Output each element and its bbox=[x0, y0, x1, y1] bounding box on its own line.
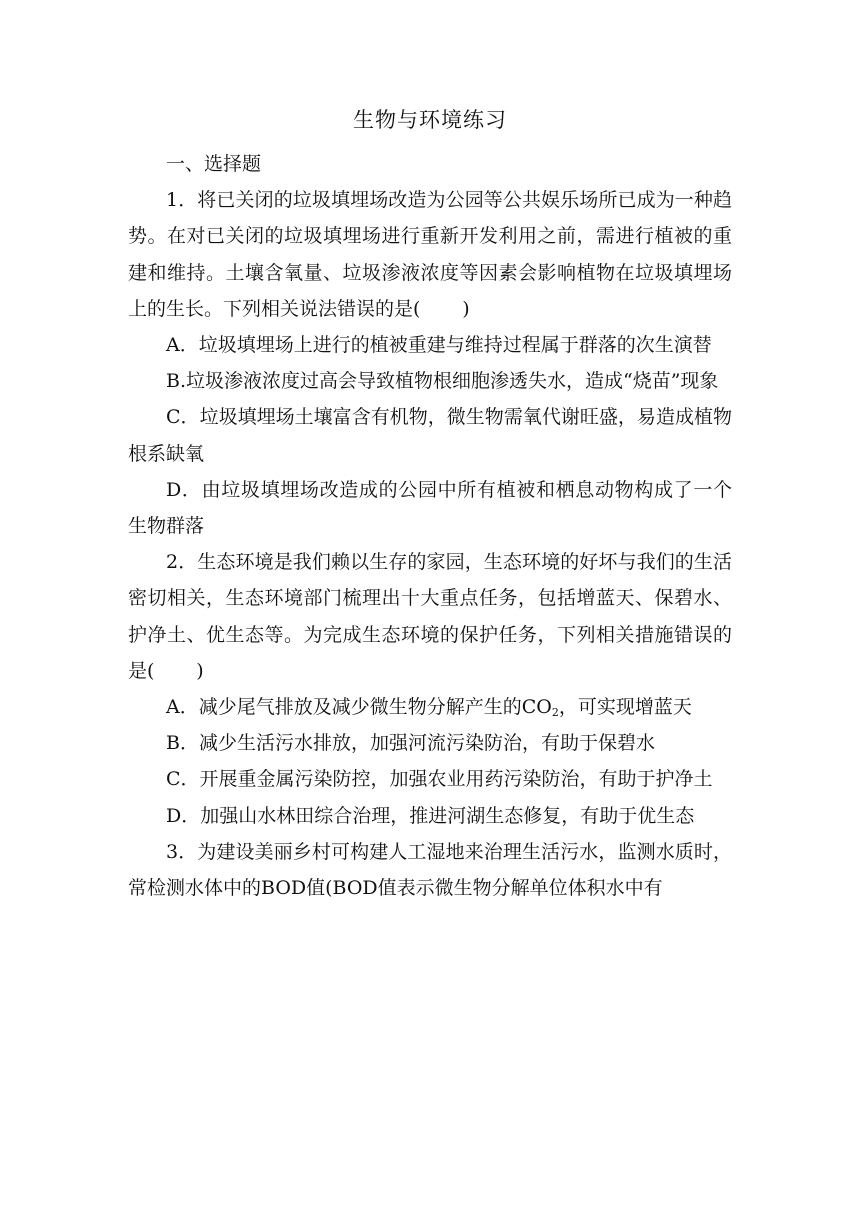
question-1-option-d: D．由垃圾填埋场改造成的公园中所有植被和栖息动物构成了一个生物群落 bbox=[128, 478, 732, 538]
question-1-option-c: C．垃圾填埋场土壤富含有机物，微生物需氧代谢旺盛，易造成植物根系缺氧 bbox=[128, 406, 732, 465]
question-3-stem: 为建设美丽乡村可构建人工湿地来治理生活污水，监测水质时，常检测水体中的BOD值(BOD值表示微生物分解单位体积水中有 bbox=[128, 840, 732, 900]
document-title: 生物与环境练习 bbox=[353, 108, 507, 132]
question-2-option-a-suffix: ，可实现增蓝天 bbox=[558, 696, 692, 719]
question-2-option-a-prefix: A．减少尾气排放及减少微生物分解产生的CO bbox=[166, 696, 552, 719]
section-heading: 一、选择题 bbox=[166, 153, 262, 175]
question-2-option-d: D．加强山水林田综合治理，推进河湖生态修复，有助于优生态 bbox=[166, 804, 695, 827]
co2-subscript: 2 bbox=[551, 706, 559, 720]
question-1-number: 1． bbox=[166, 189, 198, 212]
question-1-option-b: B.垃圾渗液浓度过高会导致植物根细胞渗透失水，造成“烧苗”现象 bbox=[166, 370, 719, 393]
question-3 bbox=[128, 834, 732, 906]
question-2-option-a bbox=[128, 689, 732, 725]
document-body bbox=[128, 146, 732, 906]
question-1-stem-end: ) bbox=[462, 297, 470, 320]
question-1-option-a: A．垃圾填埋场上进行的植被重建与维持过程属于群落的次生演替 bbox=[166, 334, 712, 357]
question-2-number: 2． bbox=[166, 551, 198, 574]
question-3-number: 3． bbox=[166, 840, 198, 863]
question-2-option-b: B．减少生活污水排放，加强河流污染防治，有助于保碧水 bbox=[166, 732, 655, 755]
question-2 bbox=[128, 544, 732, 689]
question-2-stem-end: ) bbox=[196, 659, 204, 682]
question-1-stem: 将已关闭的垃圾填埋场改造为公园等公共娱乐场所已成为一种趋势。在对已关闭的垃圾填埋场进行重新开发利用之前，需进行植被的重建和维持。土壤含氧量、垃圾渗液浓度等因素会影响植物在垃圾填埋场上的生长。下列相关说法错误的是( bbox=[128, 189, 732, 320]
question-1 bbox=[128, 182, 732, 327]
question-2-stem: 生态环境是我们赖以生存的家园，生态环境的好坏与我们的生活密切相关，生态环境部门梳理出十大重点任务，包括增蓝天、保碧水、护净土、优生态等。为完成生态环境的保护任务，下列相关措施错误的是( bbox=[128, 551, 732, 682]
question-2-option-c: C．开展重金属污染防控，加强农业用药污染防治，有助于护净土 bbox=[166, 768, 713, 791]
